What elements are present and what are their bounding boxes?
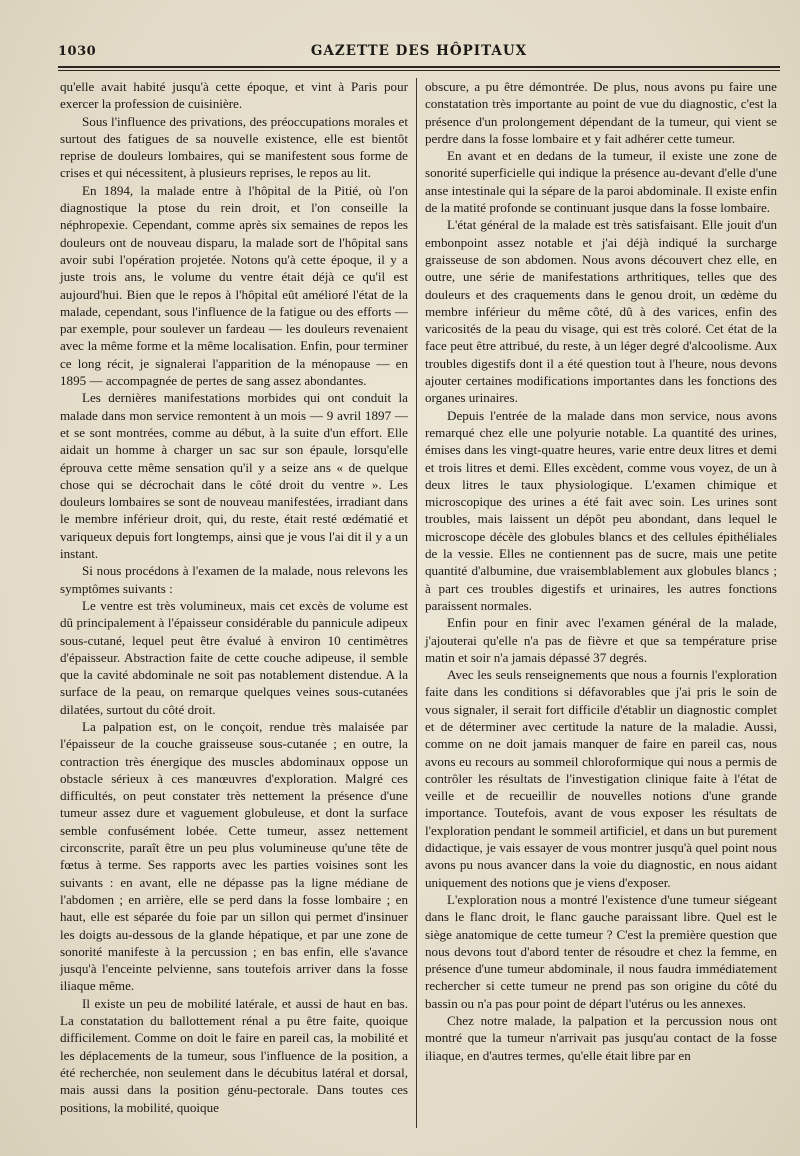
paragraph: La palpation est, on le conçoit, rendue très malaisée par l'épaisseur de la couche graisseuse sous-cutanée ; en outre, la contraction très énergique des muscles abdominaux oppose un obstacle sérieux à ces manœuvres d'exploration. Malgré ces difficultés, on peut constater très nettement la présence d'une tumeur assez dure et vaguement globuleuse, et dont la surface semble confusément lobée. Cette tumeur, assez nettement circonscrite, paraît être un peu plus volumineuse qu'une tête de fœtus à terme. Ses rapports avec les parties voisines sont les suivants : en avant, elle ne dépasse pas la ligne médiane de l'abdomen ; en arrière, elle se perd dans la fosse lombaire ; en haut, elle est séparée du foie par un sillon qui permet d'insinuer les doigts au-dessous de la glande hépatique, et par une zone de sonorité manifeste à la percussion ; en bas enfin, elle s'avance jusqu'à l'enceinte pelvienne, sans toutefois arriver dans la fosse iliaque même.	[60, 718, 408, 994]
header-rule-thin	[58, 70, 780, 71]
paragraph: L'exploration nous a montré l'existence d'une tumeur siégeant dans le flanc droit, le flanc gauche paraissant libre. Quel est le siège anatomique de cette tumeur ? C'est la première question que nous devons tout d'abord tenter de résoudre et chez la femme, en présence d'une tumeur abdominale, il nous faudra immédiatement rechercher si cette tumeur ne prend pas son origine du côté du bassin ou n'a pas pour point de départ l'utérus ou les annexes.	[425, 891, 777, 1011]
page-header	[58, 40, 780, 64]
paragraph: Enfin pour en finir avec l'examen général de la malade, j'ajouterai qu'elle n'a pas de fièvre et que sa température prise matin et soir n'a jamais dépassé 37 degrés.	[425, 615, 777, 665]
paragraph: Sous l'influence des privations, des préoccupations morales et surtout des fatigues de sa nouvelle existence, elle est bientôt reprise de douleurs lombaires, qui se manifestent sous forme de crises et qui nécessitent, à plusieurs reprises, le repos au lit.	[60, 113, 408, 181]
paragraph: Depuis l'entrée de la malade dans mon service, nous avons remarqué chez elle une polyurie notable. La quantité des urines, émises dans les vingt-quatre heures, varie entre deux litres et demi et trois litres et demi. Elles excèdent, comme vous voyez, de un à deux litres le taux physiologique. L'examen chimique et microscopique des urines a été fait avec soin. Les urines sont troubles, mais laissent un dépôt peu abondant, dans lequel le microscope décèle des globules blancs et des cellules épithéliales de la vessie. Elles ne contiennent pas de sucre, mais une petite quantité d'albumine, due vraisemblablement aux globules blancs ; à part ces troubles digestifs et urinaires, les autres fonctions paraissent normales.	[425, 407, 777, 613]
paragraph: Si nous procédons à l'examen de la malade, nous relevons les symptômes suivants :	[60, 563, 408, 596]
header-rule	[58, 66, 780, 68]
paragraph: Chez notre malade, la palpation et la percussion nous ont montré que la tumeur n'arrivait pas jusqu'au contact de la fosse iliaque, en d'autres termes, qu'elle était libre par en	[425, 1013, 777, 1063]
paragraph: obscure, a pu être démontrée. De plus, nous avons pu faire une constatation très importante au point de vue du diagnostic, c'est la présence d'un prolongement dépendant de la tumeur, qui vient se perdre dans la fosse lombaire et y fait adhérer cette tumeur.	[425, 79, 777, 146]
left-column	[60, 78, 408, 1116]
column-divider	[416, 78, 417, 1128]
paragraph: qu'elle avait habité jusqu'à cette époque, et vint à Paris pour exercer la profession de cuisinière.	[60, 79, 408, 112]
paragraph: En avant et en dedans de la tumeur, il existe une zone de sonorité superficielle qui indique la présence au-devant d'elle d'une anse intestinale qui la sépare de la paroi abdominale. Il existe enfin de la matité profonde se continuant jusque dans la fosse lombaire.	[425, 148, 777, 216]
page-number: 1030	[58, 44, 97, 59]
paragraph: Les dernières manifestations morbides qui ont conduit la malade dans mon service remontent à un mois — 9 avril 1897 — et se sont montrées, comme au début, à la suite d'un effort. Elle aidait un homme à charger un sac sur son épaule, lorsqu'elle éprouva cette même sensation qu'il y a seize ans « de quelque chose qui se décrochait dans le côté droit du ventre ». Les douleurs lombaires se sont de nouveau manifestées, irradiant dans le membre inférieur droit, qui, du reste, était resté œdématié et variqueux depuis fort longtemps, ainsi que je vous l'ai dit il y a un instant.	[60, 390, 408, 562]
paragraph: Il existe un peu de mobilité latérale, et aussi de haut en bas. La constatation du ballottement rénal a pu être faite, quoique difficilement. Comme on doit le faire en pareil cas, la mobilité et les déplacements de la tumeur, sous l'influence de la position, a été recherchée, non seulement dans le décubitus latéral et dorsal, mais aussi dans la position génu-pectorale. Dans toutes ces positions, la mobilité, quoique	[60, 995, 408, 1115]
paragraph: Le ventre est très volumineux, mais cet excès de volume est dû principalement à l'épaisseur considérable du pannicule adipeux sous-cutané, lequel peut être évalué à environ 10 centimètres d'épaisseur. Abstraction faite de cette couche adipeuse, il semble que la cavité abdominale ne soit pas notablement distendue. A la surface de la peau, on remarque quelques veines sous-cutanées dilatées, surtout du côté droit.	[60, 597, 408, 717]
paragraph: Avec les seuls renseignements que nous a fournis l'exploration faite dans les conditions si défavorables que j'ai pris le soin de vous signaler, il serait fort difficile d'établir un diagnostic complet et de déterminer avec certitude la nature de la maladie. Aussi, comme on ne doit jamais manquer de faire en pareil cas, nous avons eu recours au sommeil chloroformique qui nous a permis de contrôler les résultats de l'investigation clinique faite à l'état de veille et de recueillir de nouvelles notions d'une grande importance. Toutefois, avant de vous exposer les résultats de l'exploration pendant le sommeil artificiel, et dans un but purement didactique, je vais essayer de vous montrer jusqu'à quel point nous avons pu nous avancer dans la voie du diagnostic, en nous aidant uniquement des notions que je viens d'exposer.	[425, 667, 777, 890]
paragraph: L'état général de la malade est très satisfaisant. Elle jouit d'un embonpoint assez notable et j'ai déjà indiqué la surcharge graisseuse de son abdomen. Nous avons découvert chez elle, en outre, une série de manifestations arthritiques, telles que des douleurs et des craquements dans le genou droit, un œdème du membre inférieur du même côté, dû à des varices, enfin des varicosités de la peau du visage, qui est très coloré. Cet état de la face peut être attribué, du reste, à un léger degré d'alcoolisme. Aux troubles digestifs dont il a été question tout à l'heure, nous devons ajouter certaines modifications importantes dans les fonctions des organes urinaires.	[425, 217, 777, 406]
right-column	[425, 78, 777, 1064]
paragraph: En 1894, la malade entre à l'hôpital de la Pitié, où l'on diagnostique la ptose du rein droit, et l'on conseille la néphropexie. Cependant, comme après six semaines de repos les douleurs ont de nouveau disparu, la malade sort de l'hôpital sans avoir subi l'opération projetée. Notons qu'à cette époque, il y a juste trois ans, le volume du ventre était déjà ce qu'il est aujourd'hui. Bien que le repos à l'hôpital eût amélioré l'état de la malade, cependant, sous l'influence de la fatigue ou des efforts — par exemple, pour soulever un fardeau — les douleurs revenaient avec la même forme et la même localisation. Enfin, pour terminer ce long récit, je signalerai l'apparition de la ménopause — en 1895 — accompagnée de pertes de sang assez abondantes.	[60, 182, 408, 389]
journal-title: GAZETTE DES HÔPITAUX	[310, 43, 528, 59]
